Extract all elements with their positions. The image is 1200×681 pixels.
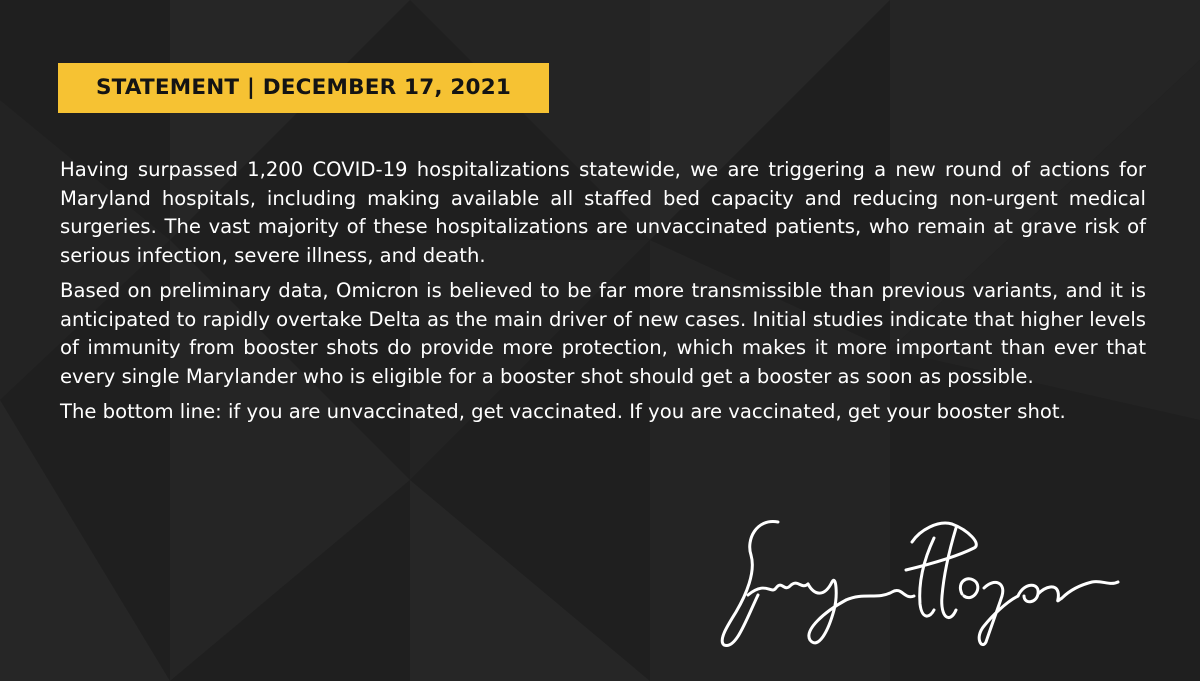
statement-paragraph-3: The bottom line: if you are unvaccinated, get vaccinated. If you are vaccinated, get your booster shot. bbox=[60, 400, 1066, 423]
statement-date-badge: STATEMENT | DECEMBER 17, 2021 bbox=[58, 63, 549, 113]
statement-body bbox=[60, 156, 1146, 434]
signature-image bbox=[706, 500, 1146, 660]
statement-paragraph-1: Having surpassed 1,200 COVID-19 hospitalizations statewide, we are triggering a new round of actions for Maryland hospitals, including making available all staffed bed capacity and reducing non-urgent medical surgeries. The vast majority of these hospitalizations are unvaccinated patients, who remain at grave risk of serious infection, severe illness, and death. bbox=[60, 158, 1146, 267]
statement-paragraph-2: Based on preliminary data, Omicron is believed to be far more transmissible than previous variants, and it is anticipated to rapidly overtake Delta as the main driver of new cases. Initial studies indicate that higher levels of immunity from booster shots do provide more protection, which makes it more important than ever that every single Marylander who is eligible for a booster shot should get a booster as soon as possible. bbox=[60, 279, 1146, 388]
